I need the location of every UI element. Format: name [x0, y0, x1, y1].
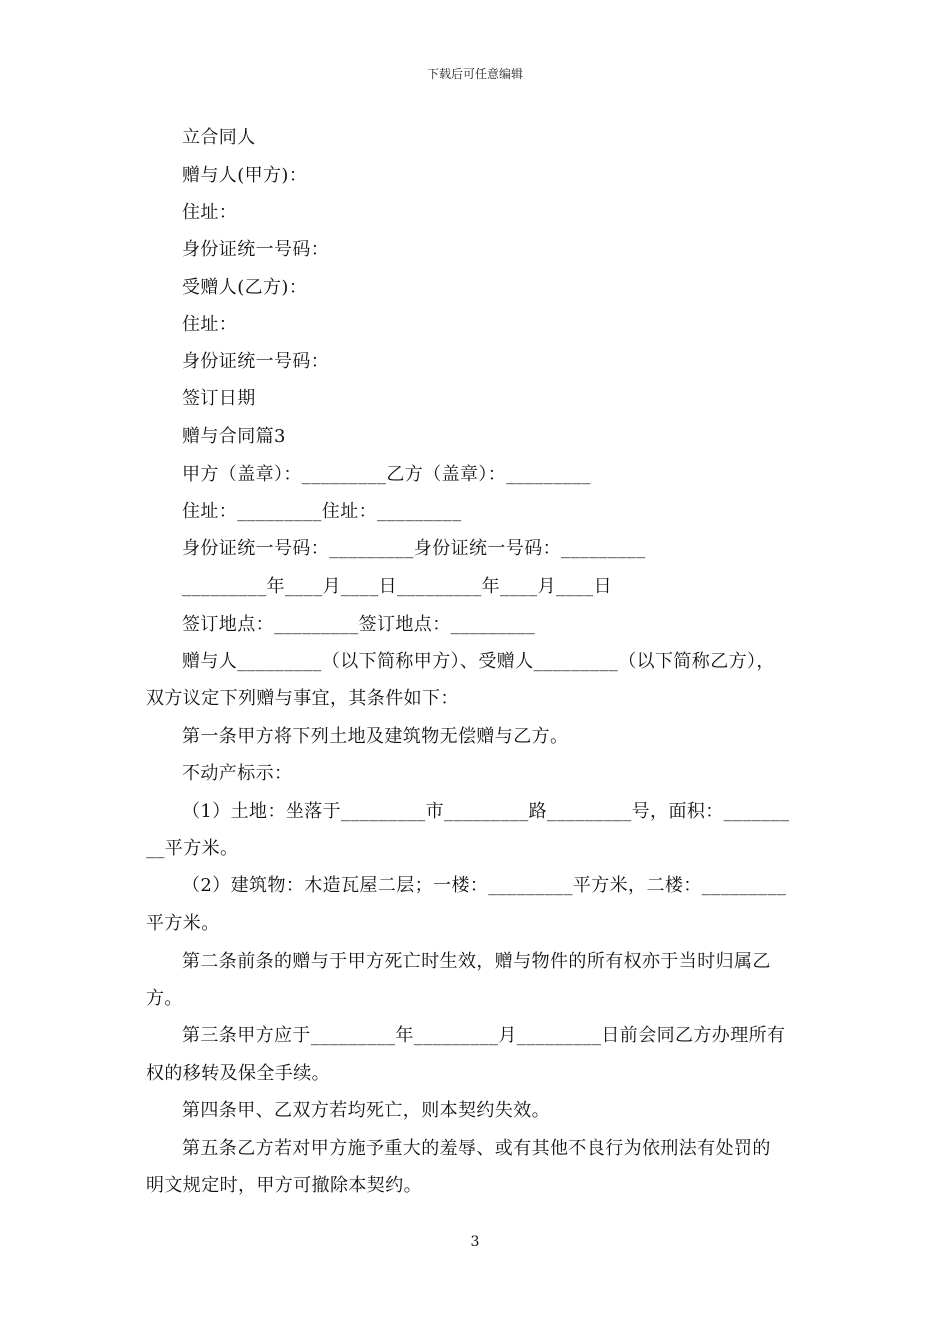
document-line: 第二条前条的赠与于甲方死亡时生效，赠与物件的所有权亦于当时归属乙	[182, 951, 771, 972]
document-line: 第五条乙方若对甲方施予重大的羞辱、或有其他不良行为依刑法有处罚的	[182, 1138, 771, 1159]
document-line: 签订地点：_________签订地点：_________	[182, 614, 536, 635]
document-line: 赠与人_________（以下简称甲方）、受赠人_________（以下简称乙方），	[182, 651, 775, 672]
document-line: 方。	[146, 988, 183, 1009]
document-line: 签订日期	[182, 388, 256, 409]
page-header: 下载后可任意编辑	[426, 67, 523, 81]
document-line: 明文规定时，甲方可撤除本契约。	[146, 1175, 422, 1196]
document-line: 身份证统一号码：	[182, 239, 330, 260]
document-line: 立合同人	[182, 127, 256, 148]
document-line: 住址：_________住址：_________	[182, 501, 462, 522]
document-line: 双方议定下列赠与事宜，其条件如下：	[146, 688, 459, 709]
document-line: 赠与合同篇3	[182, 426, 286, 447]
document-line: __平方米。	[146, 838, 239, 859]
page-number: 3	[470, 1234, 480, 1250]
document-line: 权的移转及保全手续。	[146, 1063, 330, 1084]
document-line: （2）建筑物：木造瓦屋二层；一楼：_________平方米，二楼：_________	[182, 875, 787, 896]
document-line: 受赠人(乙方)：	[182, 277, 308, 298]
document-line: 身份证统一号码：	[182, 351, 330, 372]
document-line: 第一条甲方将下列土地及建筑物无偿赠与乙方。	[182, 726, 569, 747]
document-line: 不动产标示：	[182, 763, 293, 784]
document-line: _________年____月____日_________年____月____日	[182, 576, 612, 597]
document-line: 第三条甲方应于_________年_________月_________日前会同乙方办理所有	[182, 1025, 786, 1046]
document-line: 住址：	[182, 202, 238, 223]
document-line: 身份证统一号码：_________身份证统一号码：_________	[182, 538, 646, 559]
document-line: 第四条甲、乙双方若均死亡，则本契约失效。	[182, 1100, 550, 1121]
document-line: 平方米。	[146, 913, 220, 934]
document-line: 赠与人(甲方)：	[182, 165, 308, 186]
document-line: 甲方（盖章）：_________乙方（盖章）：_________	[182, 464, 591, 485]
document-line: （1）土地：坐落于_________市_________路_________号，面积：_______	[182, 801, 790, 822]
document-line: 住址：	[182, 314, 238, 335]
